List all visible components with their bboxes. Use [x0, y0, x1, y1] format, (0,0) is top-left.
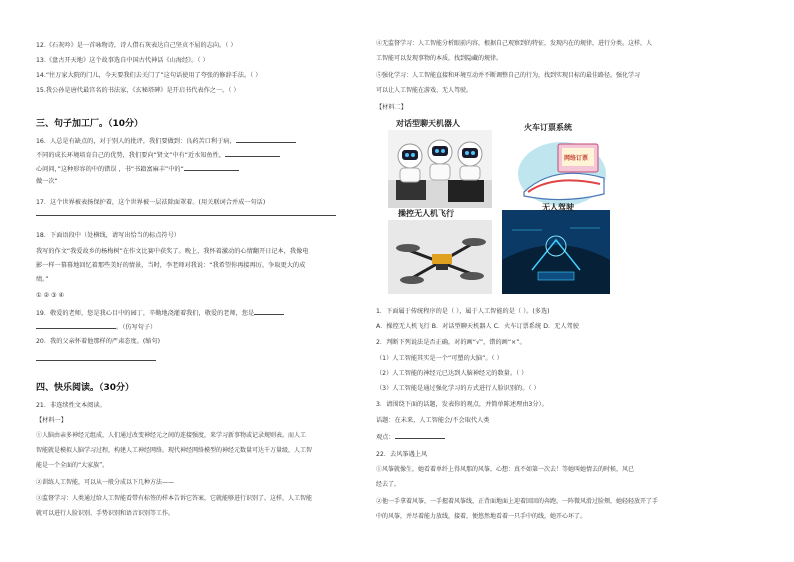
- question-18-text-3: 绩。”: [36, 276, 49, 283]
- passage-2-p4: 中的风筝，并尽着能力放线，接着，便悠然地看着一只手中的线，她开心坏了。: [376, 513, 587, 520]
- caption-chatbot: 对话型聊天机器人: [396, 119, 460, 128]
- material-2-label: 【材料二】: [376, 104, 407, 111]
- passage-2-p1: ①风筝就像生，她看着单纤上得风那的风筝，心想：真不如第一次去！等她叫她情去的时候，风已: [376, 466, 635, 473]
- section-3-title: 三、句子加工厂。（10分）: [36, 119, 144, 129]
- material-1-p5: ③监督学习：人类通过给人工智能看带有标签的样本告诉它答案，它就能够进行识别了。这样，人工智能: [36, 495, 313, 502]
- material-1-p9: ⑤强化学习：人工智能直接和环境互动并不断调整自己的行为，找到实现目标的最佳路径。强化学习: [376, 72, 641, 79]
- caption-self-driving: 无人驾驶: [542, 203, 574, 212]
- question-21: 21．非连续性文本阅读。: [36, 402, 106, 409]
- chatbot-image: [388, 130, 492, 208]
- answer-line-20[interactable]: [36, 360, 156, 361]
- passage-2-p2: 经去了。: [376, 481, 401, 488]
- caption-drone: 操控无人机飞行: [398, 209, 454, 218]
- question-18-blanks[interactable]: ① ② ③ ④: [36, 292, 65, 299]
- question-2-2: （2）人工智能的神经元已达到人脑神经元的数量。（ ）: [376, 370, 528, 377]
- question-18-text-1: 我写的作文“我爱故乡的杨梅树”在作文比赛中获奖了。晚上，我怀着激动的心情翻开日记本，我像电: [36, 248, 309, 255]
- question-12: 12.《石灰吟》是一首咏物诗，诗人借石灰表达自己坚贞不屈的志向。（ ）: [36, 42, 237, 49]
- question-15: 15.我公孙是唐代最宫名的书法家，《玄秘塔碑》是开启书代表作之一。（ ）: [36, 87, 240, 94]
- material-1-p8: 工智能可以发现事物的本质，找到隐藏的规律。: [376, 55, 503, 62]
- ticket-sign-text: 网络订票: [564, 155, 589, 162]
- question-16-line-1: 16．人总是有缺点的，对于别人的批评，我们要做到：良药苦口利于病，: [36, 136, 296, 146]
- question-18-text-2: 影一样一幕幕地回忆着那些美好的情景，当时，李老师对我说：“我希望你再接再厉，争取更大的成: [36, 262, 306, 269]
- question-19-line-2: 。（仿写句子）: [36, 322, 156, 332]
- section-4-title: 四、快乐阅读。（30分）: [36, 383, 135, 393]
- question-2-1: （1）人工智能其实是一个“可塑的大脑”。（ ）: [376, 355, 503, 362]
- self-driving-image: [502, 210, 610, 294]
- question-2-3: （3）人工智能是通过强化学习的方式进行人脸识别的。（ ）: [376, 385, 540, 392]
- question-2: 2．判断下列说法是否正确，对的画“√”，错的画“×”。: [376, 339, 526, 346]
- question-16-line-4: 做一次“: [36, 178, 58, 185]
- question-19-line-1: 19．敬爱的老师，您是我心目中的园丁，辛勤地浇灌着我们，敬爱的老师，您是: [36, 308, 284, 318]
- question-1: 1．下面属于传统程序的是（ ），属于人工智能的是（ ）。(多选): [376, 308, 550, 315]
- question-17: 17．这个世界被表扬保护着，这个世界被一层祛除面罩着。(用关联词合并成一句话): [36, 199, 266, 206]
- material-1-p1: ①人脑由亲多神经元组成，人们通过改变神经元之间的连接强度，来学习新事物或记录规则表。而人工: [36, 432, 307, 439]
- question-18: 18．下面语段中（处横线，请写出恰当的标点符号）: [36, 232, 180, 239]
- question-1-options: A．操控无人机飞行 B．对话型聊天机器人 C．火车订票系统 D．无人驾驶: [376, 323, 579, 330]
- material-1-p6: 就可以进行人脸识别、手势识别和语音识别等工作。: [36, 510, 175, 517]
- question-3-opinion: 观点：: [376, 432, 445, 442]
- material-1-label: 【材料一】: [36, 417, 67, 424]
- material-1-p3: 能是一个全面的“大家族”。: [36, 462, 109, 469]
- material-1-p10: 可以让人工智能在游戏、无人驾驶。: [376, 87, 473, 94]
- answer-line-17[interactable]: [36, 215, 336, 216]
- question-16-line-2: 不同的成长环境培育自己的优势，我们要向“贤文”中有“近水知鱼性，: [36, 150, 280, 160]
- material-1-p4: ②训练人工智能，可以从一般分成以下几种方法——: [36, 479, 175, 486]
- question-22: 22．去风筝遇上风: [376, 451, 428, 458]
- question-20: 20．我的父亲怀着他那样的严肃态度。(缩句): [36, 338, 161, 345]
- train-ticket-image: [514, 134, 610, 208]
- question-13: 13.《盘古开天地》这个故事选自中国古代神话《山海经》。（ ）: [36, 57, 209, 64]
- caption-train-ticket: 火车订票系统: [524, 123, 572, 132]
- passage-2-p3: ②他一手拿着风筝，一手握着风筝线，正背面地面上迎着回回的奔跑，一阵微风滑过脸颊，她轻轻放开了手: [376, 498, 659, 505]
- material-1-p7: ④无监督学习：人工智能分析眼前内容，根据自己观察到的特征，发现内在的规律，进行分类。这样，人: [376, 40, 653, 47]
- question-16-line-3: 心问问，”这种形容的中的错误 ，书“书籍富麻丰”中的“: [36, 164, 239, 174]
- material-1-p2: 智能就是模拟人脑学习过程，构建人工神经网络。现代神经网络模型的神经元数量可达千万量级，人工智: [36, 447, 313, 454]
- question-14: 14.“往万家大院的门儿，今天要我们去关门了”这句话使用了夸张的修辞手法。（ ）: [36, 72, 262, 79]
- question-3-topic: 话题：在未来，人工智能会/不会取代人类: [376, 417, 490, 424]
- question-3: 3．请围绕下面的话题，发表你的观点，并简单陈述理由3分）。: [376, 401, 548, 408]
- drone-image: [388, 220, 492, 294]
